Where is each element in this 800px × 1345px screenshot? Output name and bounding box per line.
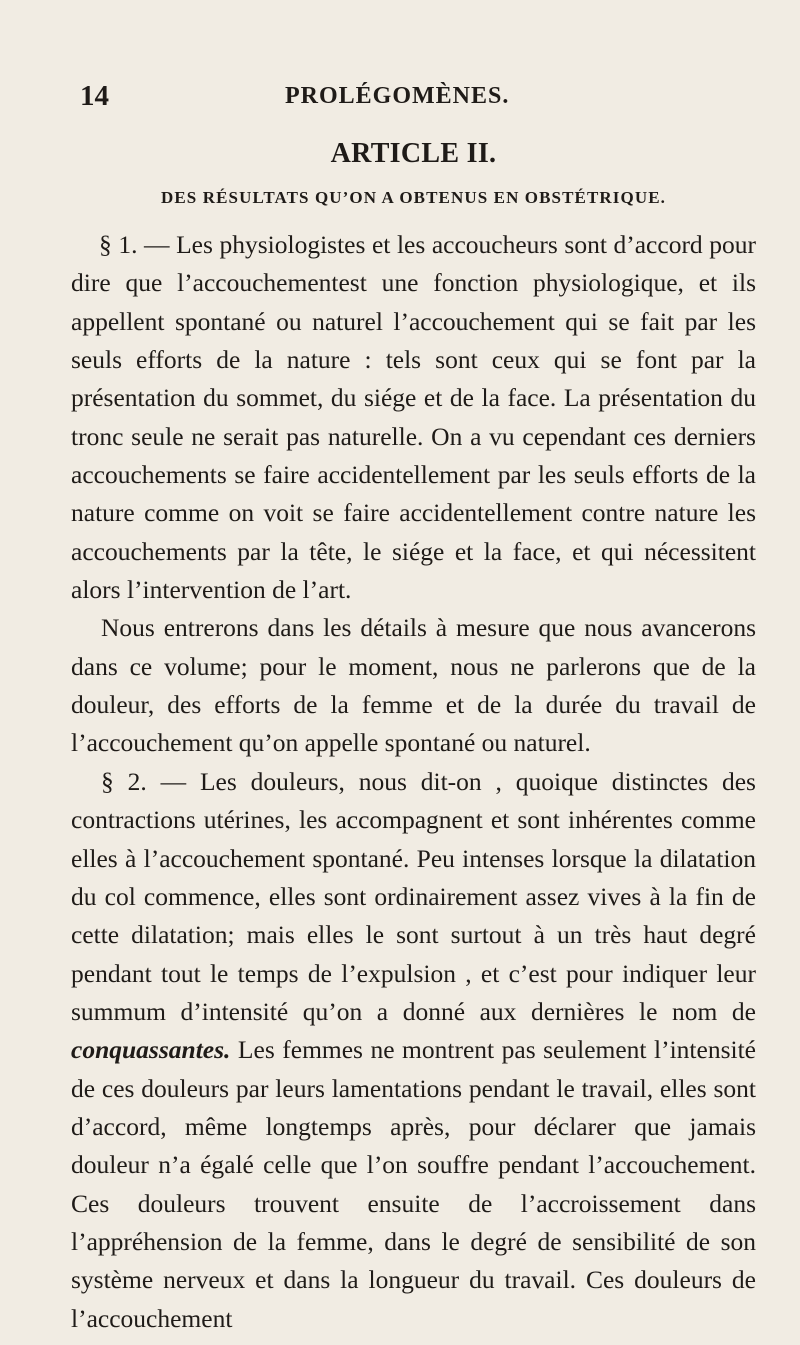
paragraph-3-start: § 2. — Les douleurs, nous dit-on , quoique distinctes des contractions utérines, les accompagnent et sont inhérentes comme elles à l’accouchement spontané. Peu intenses lorsque la dilatation du col commence, elles sont ordinairement assez vives à la fin de cette dilatation; mais elles le sont surtout à un très haut degré pendant tout le temps de l’expulsion , et c’est pour indiquer leur summum d’intensité qu’on a donné aux dernières le nom de: [71, 766, 756, 1026]
running-title: PROLÉGOMÈNES.: [285, 83, 510, 109]
paragraph-3: [71, 763, 756, 1338]
article-body: [71, 226, 756, 1338]
article-subtitle: DES RÉSULTATS QU’ON A OBTENUS EN OBSTÉTRIQUE.: [160, 188, 667, 207]
running-head: [71, 62, 756, 112]
article-title: ARTICLE II.: [330, 138, 497, 169]
page-number: 14: [80, 80, 109, 112]
paragraph-2: Nous entrerons dans les détails à mesure que nous avancerons dans ce volume; pour le moment, nous ne parlerons que de la douleur, des efforts de la femme et de la durée du travail de l’accouchement qu’on appelle spontané ou naturel.: [71, 613, 756, 758]
paragraph-1: § 1. — Les physiologistes et les accoucheurs sont d’accord pour dire que l’accouchementest une fonction physiologique, et ils appellent spontané ou naturel l’accouchement qui se fait par les seuls efforts de la nature : tels sont ceux qui se font par la présentation du sommet, du siége et de la face. La présentation du tronc seule ne serait pas naturelle. On a vu cependant ces derniers accouchements se faire accidentellement par les seuls efforts de la nature comme on voit se faire accidentellement contre nature les accouchements par la tête, le siége et la face, et qui nécessitent alors l’intervention de l’art.: [71, 230, 756, 605]
italic-term: conquassantes.: [71, 1035, 231, 1065]
paragraph-3-end: Les femmes ne montrent pas seulement l’intensité de ces douleurs par leurs lamentations pendant le travail, elles sont d’accord, même longtemps après, pour déclarer que jamais douleur n’a égalé celle que l’on souffre pendant l’accouchement. Ces douleurs trouvent ensuite de l’accroissement dans l’appréhension de la femme, dans le degré de sensibilité de son système nerveux et dans la longueur du travail. Ces douleurs de l’accouchement: [71, 1035, 756, 1333]
